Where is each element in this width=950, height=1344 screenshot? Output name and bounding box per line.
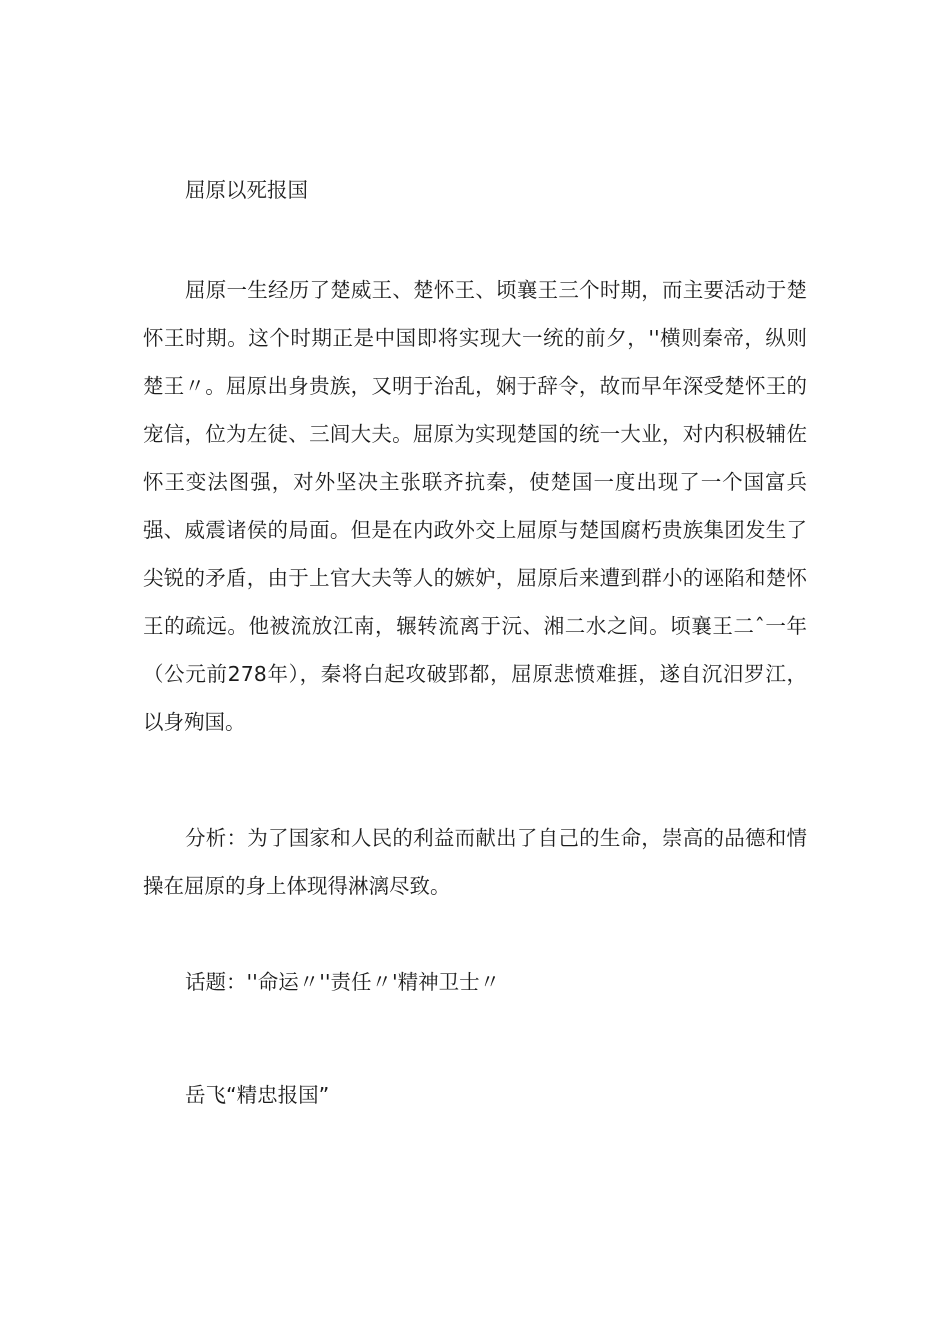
section-title: 屈原以死报国: [185, 178, 308, 202]
next-section-title: 岳飞“精忠报国”: [185, 1083, 330, 1107]
topic-line: 话题：''命运〃''责任〃'精神卫士〃: [185, 970, 501, 994]
body-paragraph: 屈原一生经历了楚威王、楚怀王、顷襄王三个时期，而主要活动于楚怀王时期。这个时期正是中国即将实现大一统的前夕，''横则秦帝，纵则楚王〃。屈原出身贵族，又明于治乱，娴于辞令，故而早年深受楚怀王的宠信，位为左徒、三闾大夫。屈原为实现楚国的统一大业，对内积极辅佐怀王变法图强，对外坚决主张联齐抗秦，使楚国一度出现了一个国富兵强、威震诸侯的局面。但是在内政外交上屈原与楚国腐朽贵族集团发生了尖锐的矛盾，由于上官大夫等人的嫉妒，屈原后来遭到群小的诬陷和楚怀王的疏远。他被流放江南，辗转流离于沅、湘二水之间。顷襄王二ˆ一年（公元前278年），秦将白起攻破郢都，屈原悲愤难捱，遂自沉汨罗江，以身殉国。: [143, 278, 807, 734]
analysis-paragraph: 分析：为了国家和人民的利益而献出了自己的生命，崇高的品德和情操在屈原的身上体现得淋漓尽致。: [143, 826, 807, 898]
